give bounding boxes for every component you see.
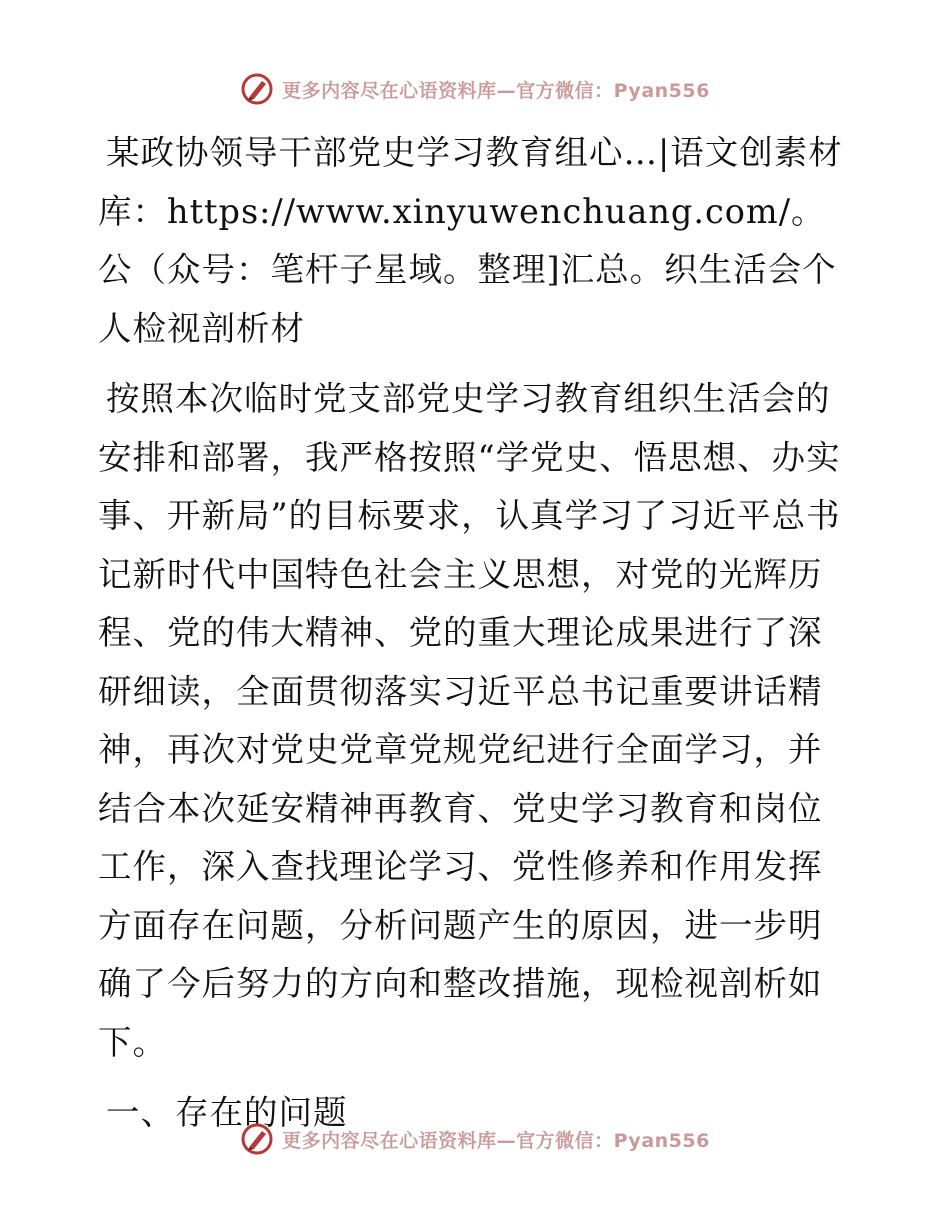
header-banner bbox=[0, 72, 950, 106]
pen-logo-icon bbox=[240, 1122, 274, 1156]
section-heading: 一、存在的问题 bbox=[106, 1093, 348, 1132]
footer-banner-text: 更多内容尽在心语资料库—官方微信：Pyan556 bbox=[282, 1129, 710, 1152]
footer-banner bbox=[0, 1122, 950, 1156]
header-banner-text: 更多内容尽在心语资料库—官方微信：Pyan556 bbox=[282, 79, 710, 102]
document-body bbox=[98, 124, 850, 1143]
body-paragraph: 按照本次临时党支部党史学习教育组织生活会的安排和部署，我严格按照“学党史、悟思想、办实事、开新局”的目标要求，认真学习了习近平总书记新时代中国特色社会主义思想，对党的光辉历程、党的伟大精神、党的重大理论成果进行了深研细读，全面贯彻落实习近平总书记重要讲话精神，再次对党史党章党规党纪进行全面学习，并结合本次延安精神再教育、党史学习教育和岗位工作，深入查找理论学习、党性修养和作用发挥方面存在问题，分析问题产生的原因，进一步明确了今后努力的方向和整改措施，现检视剖析如下。 bbox=[98, 379, 841, 1062]
pen-logo-icon bbox=[240, 72, 274, 106]
title-paragraph: 某政协领导干部党史学习教育组心…|语文创素材库：https://www.xinyuwenchuang.com/。公（众号：笔杆子星域。整理]汇总。织生活会个人检视剖析材 bbox=[98, 133, 843, 348]
